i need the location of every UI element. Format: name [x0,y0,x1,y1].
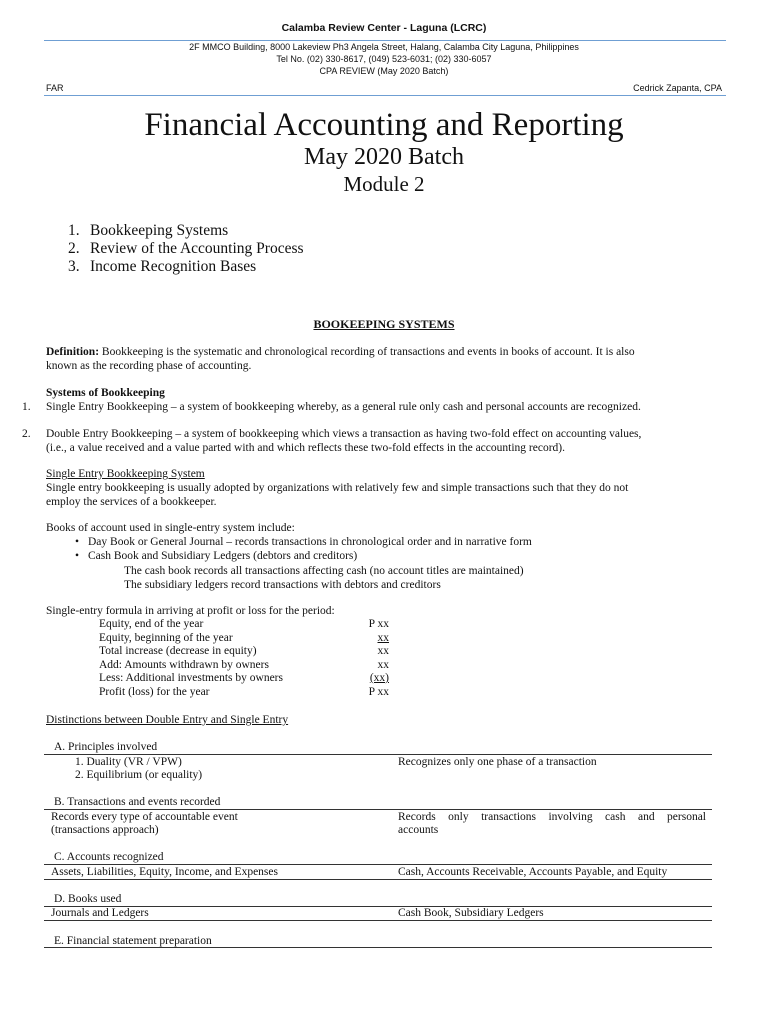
sub-item: The subsidiary ledgers record transactions with debtors and creditors [124,579,441,591]
author: Cedrick Zapanta, CPA [633,83,722,93]
distinction-label: D. Books used [54,893,122,905]
formula-value: xx [377,659,389,671]
table-rule [44,947,712,948]
formula-value: P xx [368,618,389,630]
formula-value: (xx) [369,672,389,684]
distinction-right: accounts [398,824,439,836]
table-rule [44,879,712,880]
formula-value: xx [377,632,389,644]
module-title: Module 2 [343,172,425,196]
distinction-left: Journals and Ledgers [51,907,149,919]
single-entry-line-1: Single entry bookkeeping is usually adopted by organizations with relatively few and simple transactions such that they do not [46,482,629,494]
distinction-label: C. Accounts recognized [54,851,164,863]
formula-label: Total increase (decrease in equity) [99,645,257,657]
toc-item: 2. Review of the Accounting Process [68,240,304,257]
distinction-left: 2. Equilibrium (or equality) [75,769,203,781]
table-rule [44,920,712,921]
formula-label: Equity, beginning of the year [99,632,233,644]
definition-line-2: known as the recording phase of accounting. [46,360,252,372]
systems-heading: Systems of Bookkeeping [46,387,165,399]
single-entry-heading: Single Entry Bookkeeping System [46,468,205,480]
formula-label: Add: Amounts withdrawn by owners [99,659,269,671]
system-item-1: Single Entry Bookkeeping – a system of bookkeeping whereby, as a general rule only cash and personal accounts are recognized. [46,401,641,413]
distinction-label: E. Financial statement preparation [54,935,212,947]
subject-code: FAR [46,83,64,93]
distinction-right: Recognizes only one phase of a transaction [398,756,597,768]
distinction-right: Records only transactions involving cash and personal [398,811,706,823]
list-number: 2. [22,428,31,440]
distinction-right: Cash, Accounts Receivable, Accounts Payable, and Equity [398,866,668,878]
page-subtitle: May 2020 Batch [304,144,464,170]
formula-label: Equity, end of the year [99,618,204,630]
system-item-2-line-2: (i.e., a value received and a value parted with and which reflects these two-fold effects in the accounting record). [46,442,565,454]
header-rule-2 [44,95,726,96]
section-heading: BOOKEEPING SYSTEMS [313,317,455,331]
bullet-item: • Cash Book and Subsidiary Ledgers (debtors and creditors) [88,550,357,562]
sub-item: The cash book records all transactions affecting cash (no account titles are maintained) [124,565,524,577]
distinction-label: B. Transactions and events recorded [54,796,221,808]
formula-intro: Single-entry formula in arriving at profit or loss for the period: [46,605,335,617]
formula-label: Less: Additional investments by owners [99,672,283,684]
distinction-left: (transactions approach) [51,824,159,836]
telephone: Tel No. (02) 330-8617, (049) 523-6031; (02) 330-6057 [276,54,492,64]
distinction-left: Records every type of accountable event [51,811,238,823]
distinction-right: Cash Book, Subsidiary Ledgers [398,907,544,919]
distinction-left: 1. Duality (VR / VPW) [75,756,182,768]
formula-label: Profit (loss) for the year [99,686,210,698]
header-rule [44,40,726,41]
bullet-item: • Day Book or General Journal – records transactions in chronological order and in narrative form [88,536,532,548]
distinctions-heading: Distinctions between Double Entry and Single Entry [46,714,289,726]
address: 2F MMCO Building, 8000 Lakeview Ph3 Angela Street, Halang, Calamba City Laguna, Philippines [189,42,579,52]
system-item-2-line-1: Double Entry Bookkeeping – a system of bookkeeping which views a transaction as having two-fold effect on accounting values, [46,428,642,440]
list-number: 1. [22,401,31,413]
formula-value: xx [377,645,389,657]
books-intro: Books of account used in single-entry system include: [46,522,295,534]
toc-item: 1. Bookkeeping Systems [68,222,229,239]
page-title: Financial Accounting and Reporting [144,107,624,143]
center-title: Calamba Review Center - Laguna (LCRC) [281,22,487,34]
distinction-left: Assets, Liabilities, Equity, Income, and Expenses [51,866,278,878]
distinction-label: A. Principles involved [54,741,158,753]
single-entry-line-2: employ the services of a bookkeeper. [46,496,217,508]
definition-line-1: Definition: Bookkeeping is the systematic and chronological recording of transactions and events in books of account. It is also [46,346,635,358]
batch-line: CPA REVIEW (May 2020 Batch) [319,66,449,76]
formula-value: P xx [368,686,389,698]
toc-item: 3. Income Recognition Bases [68,258,257,275]
